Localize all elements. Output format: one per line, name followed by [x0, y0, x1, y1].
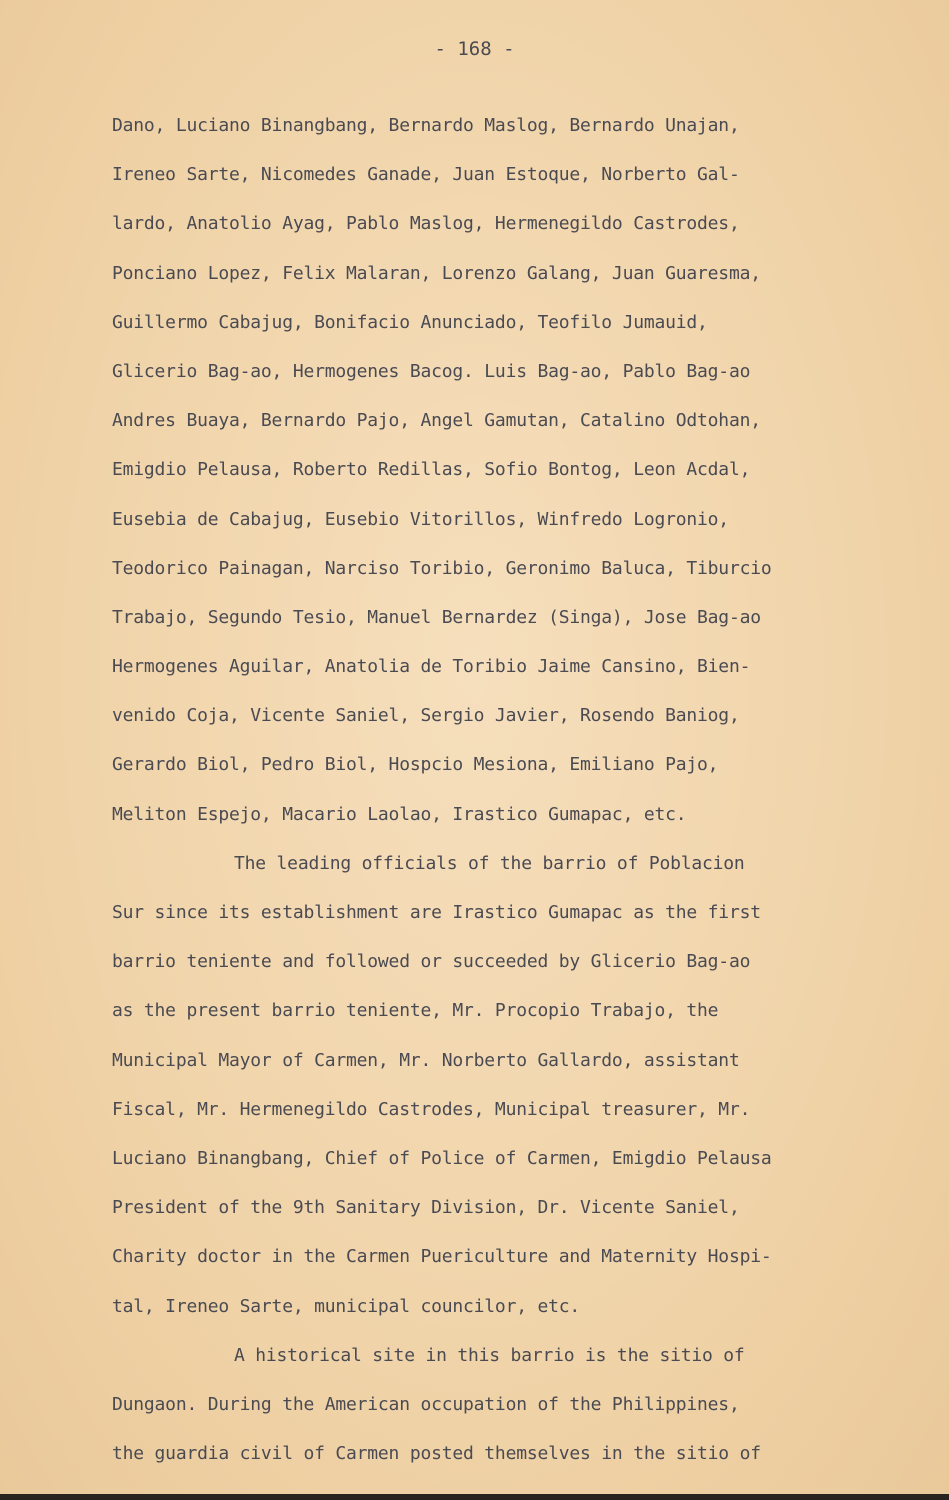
- text-line: Luciano Binangbang, Chief of Police of Carmen, Emigdio Pelausa: [112, 1147, 772, 1169]
- text-line: Dano, Luciano Binangbang, Bernardo Maslog, Bernardo Unajan,: [112, 115, 740, 136]
- text-line: Sur since its establishment are Irastico Gumapac as the first: [112, 902, 761, 923]
- text-line: Teodorico Painagan, Narciso Toribio, Geronimo Baluca, Tiburcio: [112, 557, 772, 579]
- text-line: Charity doctor in the Carmen Puericulture and Maternity Hospi-: [112, 1246, 772, 1268]
- body-text: [112, 101, 892, 1478]
- text-line: Emigdio Pelausa, Roberto Redillas, Sofio Bontog, Leon Acdal,: [112, 459, 751, 481]
- text-line: Andres Buaya, Bernardo Pajo, Angel Gamutan, Catalino Odtohan,: [112, 410, 761, 432]
- text-line: barrio teniente and followed or succeeded by Glicerio Bag-ao: [112, 951, 751, 973]
- text-line: Fiscal, Mr. Hermenegildo Castrodes, Municipal treasurer, Mr.: [112, 1098, 751, 1120]
- text-line: A historical site in this barrio is the sitio of: [234, 1344, 745, 1366]
- text-line: The leading officials of the barrio of Poblacion: [234, 852, 745, 874]
- text-line: venido Coja, Vicente Saniel, Sergio Javier, Rosendo Baniog,: [112, 705, 740, 727]
- text-line: Municipal Mayor of Carmen, Mr. Norberto Gallardo, assistant: [112, 1049, 740, 1071]
- text-line: Eusebia de Cabajug, Eusebio Vitorillos, Winfredo Logronio,: [112, 508, 729, 530]
- text-line: lardo, Anatolio Ayag, Pablo Maslog, Hermenegildo Castrodes,: [112, 213, 740, 235]
- page-number: - 168 -: [434, 38, 515, 60]
- text-line: Glicerio Bag-ao, Hermogenes Bacog. Luis Bag-ao, Pablo Bag-ao: [112, 360, 751, 382]
- text-line: the guardia civil of Carmen posted themselves in the sitio of: [112, 1443, 761, 1465]
- text-line: President of the 9th Sanitary Division, Dr. Vicente Saniel,: [112, 1197, 740, 1219]
- text-line: Trabajo, Segundo Tesio, Manuel Bernardez (Singa), Jose Bag-ao: [112, 606, 761, 628]
- text-line: Ponciano Lopez, Felix Malaran, Lorenzo Galang, Juan Guaresma,: [112, 262, 761, 284]
- text-line: Hermogenes Aguilar, Anatolia de Toribio Jaime Cansino, Bien-: [112, 656, 751, 678]
- officials-paragraph: [112, 839, 892, 1331]
- text-line: Gerardo Biol, Pedro Biol, Hospcio Mesiona, Emiliano Pajo,: [112, 754, 719, 776]
- text-line: Meliton Espejo, Macario Laolao, Irastico Gumapac, etc.: [112, 803, 687, 825]
- text-line: Guillermo Cabajug, Bonifacio Anunciado, Teofilo Jumauid,: [112, 311, 708, 333]
- text-line: Ireneo Sarte, Nicomedes Ganade, Juan Estoque, Norberto Gal-: [112, 164, 740, 186]
- names-list: [112, 101, 892, 839]
- text-line: as the present barrio teniente, Mr. Procopio Trabajo, the: [112, 1000, 719, 1022]
- scan-edge: [0, 1494, 949, 1500]
- text-line: tal, Ireneo Sarte, municipal councilor, etc.: [112, 1295, 581, 1317]
- historical-site-paragraph: [112, 1331, 892, 1479]
- text-line: Dungaon. During the American occupation of the Philippines,: [112, 1393, 740, 1415]
